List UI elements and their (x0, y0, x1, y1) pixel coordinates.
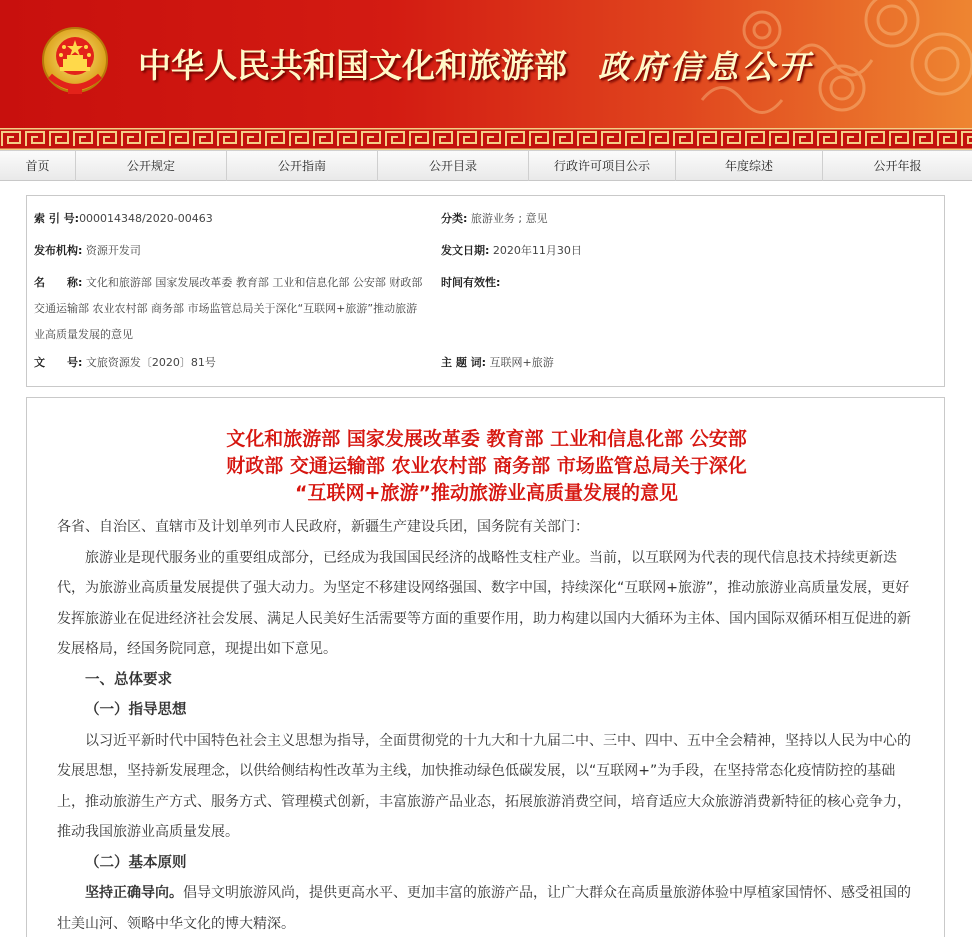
meta-issuer: 发布机构: 资源开发司 (34, 244, 141, 257)
site-subtitle: 政府信息公开 (598, 48, 815, 86)
article-content (26, 397, 945, 937)
section-heading: 一、总体要求 (85, 671, 172, 688)
paragraph-text: 倡导文明旅游风尚，提供更高水平、更加丰富的旅游产品，让广大群众在高质量旅游体验中厚植家国情怀、感受祖国的壮美山河、领略中华文化的博大精深。 (57, 885, 911, 932)
nav-item-disclosure-rules[interactable]: 公开规定 (76, 151, 227, 181)
nav-item-home[interactable]: 首页 (0, 151, 76, 181)
paragraph-lead: 坚持正确导向。 (85, 885, 183, 901)
site-banner (0, 0, 972, 128)
nav-item-disclosure-guide[interactable]: 公开指南 (227, 151, 378, 181)
nav-item-annual-report[interactable]: 公开年报 (873, 159, 922, 173)
body-paragraph (57, 878, 917, 937)
meta-keywords: 主 题 词: 互联网+旅游 (441, 356, 554, 369)
intro-paragraph: 旅游业是现代服务业的重要组成部分，已经成为我国国民经济的战略性支柱产业。当前，以互联网为代表的现代信息技术持续更新迭代，为旅游业高质量发展提供了强大动力。为坚定不移建设网络强国、数字中国，持续深化“互联网+旅游”，推动旅游业高质量发展，更好发挥旅游业在促进经济社会发展、满足人民美好生活需要等方面的重要作用，助力构建以国内大循环为主体、国内国际双循环相互促进的新发展格局，经国务院同意，现提出如下意见。 (57, 549, 911, 657)
article-title (27, 426, 946, 507)
article-title-line: 财政部 交通运输部 农业农村部 商务部 市场监管总局关于深化 (226, 455, 747, 477)
meta-category: 分类: 旅游业务 ; 意见 (441, 212, 548, 225)
meta-document-name: 名 称: 文化和旅游部 国家发展改革委 教育部 工业和信息化部 公安部 财政部 交通运输部 农业农村部 商务部 市场监管总局关于深化“互联网+旅游”推动旅游业高质量发展的意见 (34, 276, 423, 341)
article-title-line: “互联网+旅游”推动旅游业高质量发展的意见 (295, 482, 678, 504)
meta-index-number: 索 引 号:000014348/2020-00463 (34, 212, 213, 225)
fret-pattern-band (0, 128, 972, 150)
nav-item-admin-license[interactable]: 行政许可项目公示 (529, 151, 676, 181)
salutation: 各省、自治区、直辖市及计划单列市人民政府，新疆生产建设兵团，国务院有关部门： (57, 519, 589, 535)
national-emblem-icon (40, 26, 110, 98)
subsection-heading: （一）指导思想 (85, 702, 187, 718)
nav-item-annual-review[interactable]: 年度综述 (676, 151, 823, 181)
nav-item-disclosure-catalog[interactable]: 公开目录 (378, 151, 529, 181)
subsection-heading: （二）基本原则 (85, 854, 187, 871)
meta-validity: 时间有效性: (441, 276, 501, 289)
article-title-line: 文化和旅游部 国家发展改革委 教育部 工业和信息化部 公安部 (226, 428, 747, 450)
document-metadata (26, 195, 945, 387)
site-title: 中华人民共和国文化和旅游部 (138, 46, 567, 85)
article-body (57, 512, 917, 937)
main-nav (0, 150, 972, 181)
meta-issue-date: 发文日期: 2020年11月30日 (441, 244, 582, 257)
meta-document-number: 文 号: 文旅资源发〔2020〕81号 (34, 356, 216, 369)
body-paragraph: 以习近平新时代中国特色社会主义思想为指导，全面贯彻党的十九大和十九届二中、三中、四中、五中全会精神，坚持以人民为中心的发展思想，坚持新发展理念，以供给侧结构性改革为主线，加快推动绿色低碳发展，以“互联网+”为手段，在坚持常态化疫情防控的基础上，推动旅游生产方式、服务方式、管理模式创新，丰富旅游产品业态，拓展旅游消费空间，培育适应大众旅游消费新特征的核心竞争力，推动我国旅游业高质量发展。 (57, 732, 911, 840)
